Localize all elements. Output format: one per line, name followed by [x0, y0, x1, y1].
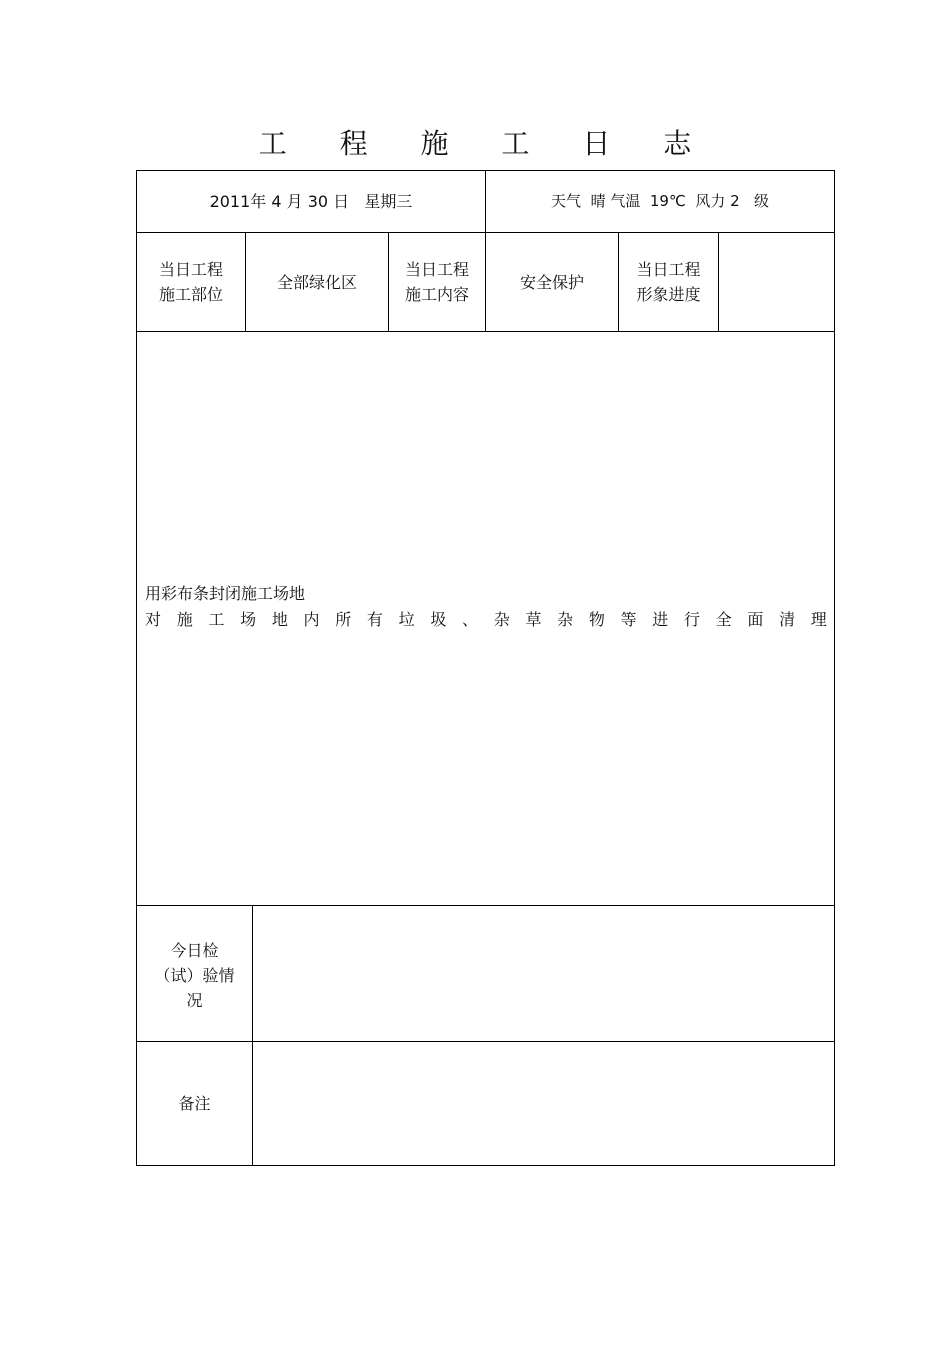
- progress-label: 当日工程 形象进度: [636, 260, 701, 304]
- remarks-value: [253, 1042, 834, 1165]
- progress-value: [719, 233, 834, 331]
- work-content-char: 杂: [493, 610, 510, 629]
- inspection-value: [253, 906, 834, 1041]
- work-content-char: 有: [366, 610, 383, 629]
- work-content-char: 内: [303, 610, 320, 629]
- work-content-char: 、: [462, 610, 479, 629]
- work-content-char: 垃: [398, 610, 415, 629]
- inspection-label: 今日检 （试）验情 况: [154, 941, 235, 1010]
- work-content-char: 进: [652, 610, 669, 629]
- document-title: 工 程 施 工 日 志: [258, 127, 714, 160]
- work-content-char: 全: [715, 610, 732, 629]
- content-value: 安全保护: [519, 272, 584, 292]
- work-content-char: 对: [145, 610, 162, 629]
- remarks-label: 备注: [178, 1094, 211, 1113]
- work-content-char: 所: [335, 610, 352, 629]
- work-content-char: 行: [683, 610, 700, 629]
- work-content-char: 清: [779, 610, 796, 629]
- location-label: 当日工程 施工部位: [158, 260, 223, 304]
- weather-text: 天气 晴 气温 19℃ 风力 2 级: [551, 192, 769, 210]
- date-cell: [137, 171, 485, 232]
- work-content-line-2: [145, 607, 827, 633]
- work-content-char: 地: [271, 610, 288, 629]
- construction-log-table: [136, 170, 835, 1166]
- work-content-char: 物: [588, 610, 605, 629]
- content-label: 当日工程 施工内容: [404, 260, 469, 304]
- work-content-char: 圾: [430, 610, 447, 629]
- work-content-line-1: 用彩布条封闭施工场地: [145, 584, 306, 603]
- work-content-char: 面: [747, 610, 764, 629]
- weather-cell: [486, 171, 834, 232]
- work-content: [145, 581, 829, 633]
- work-content-char: 杂: [557, 610, 574, 629]
- work-content-char: 工: [208, 610, 225, 629]
- work-content-char: 场: [240, 610, 257, 629]
- work-content-char: 施: [176, 610, 193, 629]
- work-content-char: 草: [525, 610, 542, 629]
- date-text: 2011年 4 月 30 日 星期三: [209, 192, 413, 211]
- work-content-char: 理: [810, 610, 827, 629]
- work-content-char: 等: [620, 610, 637, 629]
- location-value: 全部绿化区: [276, 272, 357, 292]
